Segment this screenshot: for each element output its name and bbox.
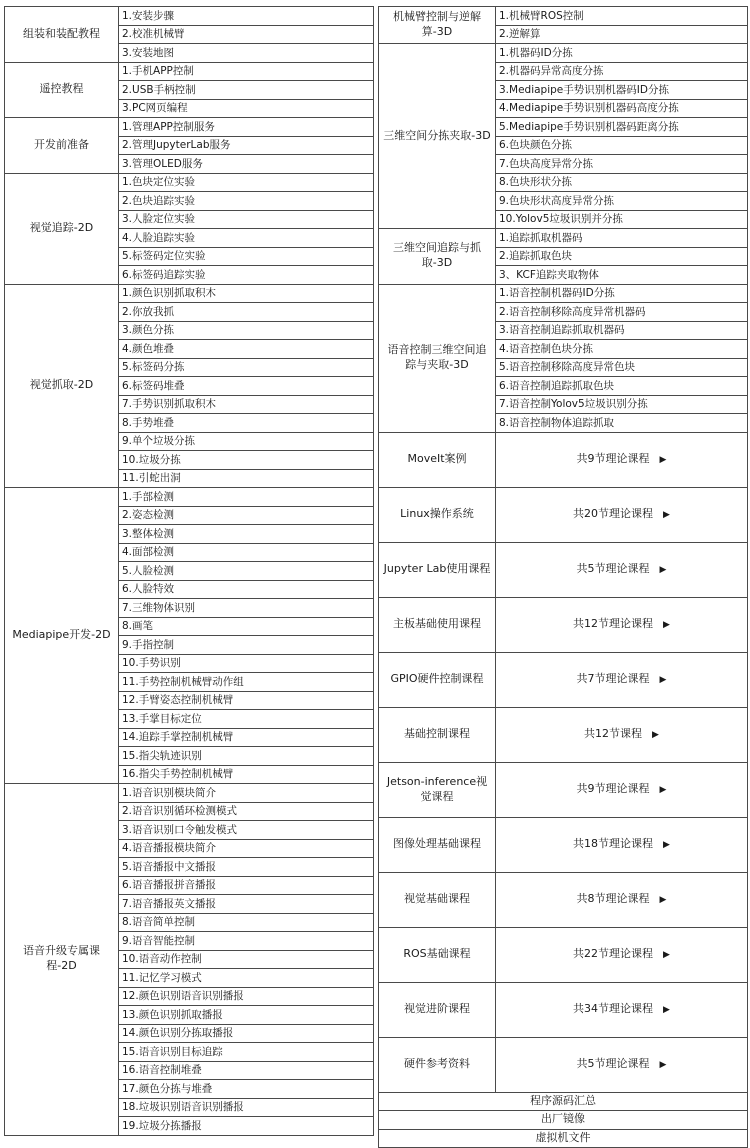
course-count: 共9节理论课程 (576, 452, 650, 466)
lesson-item: 3.人脸定位实验 (119, 210, 374, 229)
lesson-item: 11.记忆学习模式 (119, 969, 374, 988)
course-row (379, 707, 748, 762)
table-row (5, 7, 374, 26)
lesson-item: 1.管理APP控制服务 (119, 118, 374, 137)
course-count: 共12节理论课程 (573, 617, 654, 631)
lesson-item: 1.色块定位实验 (119, 173, 374, 192)
course-info[interactable] (496, 872, 748, 927)
section-title: 机械臂控制与逆解算-3D (379, 7, 496, 44)
course-row (379, 542, 748, 597)
resource-label[interactable]: 程序源码汇总 (379, 1092, 748, 1111)
course-title: 主板基础使用课程 (379, 597, 496, 652)
lesson-item: 1.追踪抓取机器码 (496, 229, 748, 248)
lesson-item: 5.标签码定位实验 (119, 247, 374, 266)
play-arrow-icon: ▶ (652, 730, 659, 741)
course-row (379, 652, 748, 707)
lesson-item: 1.机器码ID分拣 (496, 44, 748, 63)
table-row (379, 229, 748, 248)
course-count: 共34节理论课程 (573, 1002, 654, 1016)
course-info[interactable] (496, 487, 748, 542)
table-row (5, 284, 374, 303)
course-title: 基础控制课程 (379, 707, 496, 762)
lesson-item: 3.整体检测 (119, 525, 374, 544)
lesson-item: 10.Yolov5垃圾识别并分拣 (496, 210, 748, 229)
course-info[interactable] (496, 652, 748, 707)
course-title: 硬件参考资料 (379, 1037, 496, 1092)
play-arrow-icon: ▶ (659, 895, 667, 906)
course-count: 共12节课程 (584, 727, 643, 741)
lesson-item: 17.颜色分拣与堆叠 (119, 1080, 374, 1099)
course-info[interactable] (496, 597, 748, 652)
table-row (5, 62, 374, 81)
lesson-item: 10.语音动作控制 (119, 950, 374, 969)
lesson-item: 1.语音识别模块简介 (119, 784, 374, 803)
lesson-item: 15.指尖轨迹识别 (119, 747, 374, 766)
course-info[interactable] (496, 982, 748, 1037)
lesson-item: 4.颜色堆叠 (119, 340, 374, 359)
lesson-item: 2.语音识别循环检测模式 (119, 802, 374, 821)
lesson-item: 8.手势堆叠 (119, 414, 374, 433)
lesson-item: 1.语音控制机器码ID分拣 (496, 284, 748, 303)
lesson-item: 6.标签码追踪实验 (119, 266, 374, 285)
lesson-item: 2.管理JupyterLab服务 (119, 136, 374, 155)
play-arrow-icon: ▶ (663, 840, 670, 851)
lesson-item: 14.追踪手掌控制机械臂 (119, 728, 374, 747)
course-title: MoveIt案例 (379, 432, 496, 487)
lesson-item: 4.Mediapipe手势识别机器码高度分拣 (496, 99, 748, 118)
resource-row (379, 1092, 748, 1111)
course-info[interactable] (496, 542, 748, 597)
lesson-item: 9.手指控制 (119, 636, 374, 655)
course-info[interactable] (496, 707, 748, 762)
lesson-item: 6.标签码堆叠 (119, 377, 374, 396)
table-row (5, 488, 374, 507)
lesson-item: 2.机器码异常高度分拣 (496, 62, 748, 81)
lesson-item: 6.色块颜色分拣 (496, 136, 748, 155)
section-title: 视觉追踪-2D (5, 173, 119, 284)
table-row (5, 118, 374, 137)
lesson-item: 11.手势控制机械臂动作组 (119, 673, 374, 692)
lesson-item: 11.引蛇出洞 (119, 469, 374, 488)
lesson-item: 7.语音控制Yolov5垃圾识别分拣 (496, 395, 748, 414)
lesson-item: 2.你放我抓 (119, 303, 374, 322)
play-arrow-icon: ▶ (663, 510, 670, 521)
section-title: 遥控教程 (5, 62, 119, 118)
lesson-item: 4.人脸追踪实验 (119, 229, 374, 248)
right-syllabus-table (378, 6, 748, 1148)
lesson-item: 12.颜色识别语音识别播报 (119, 987, 374, 1006)
course-info[interactable] (496, 1037, 748, 1092)
lesson-item: 3.安装地图 (119, 44, 374, 63)
course-count: 共5节理论课程 (576, 562, 650, 576)
play-arrow-icon: ▶ (659, 785, 667, 796)
lesson-item: 8.语音简单控制 (119, 913, 374, 932)
course-row (379, 817, 748, 872)
lesson-item: 13.手掌目标定位 (119, 710, 374, 729)
lesson-item: 5.语音控制移除高度异常色块 (496, 358, 748, 377)
course-info[interactable] (496, 432, 748, 487)
play-arrow-icon: ▶ (659, 675, 667, 686)
lesson-item: 14.颜色识别分拣取播报 (119, 1024, 374, 1043)
course-count: 共8节理论课程 (576, 892, 650, 906)
course-count: 共5节理论课程 (576, 1057, 650, 1071)
lesson-item: 2.追踪抓取色块 (496, 247, 748, 266)
lesson-item: 3.管理OLED服务 (119, 155, 374, 174)
course-count: 共20节理论课程 (573, 507, 654, 521)
course-row (379, 597, 748, 652)
course-row (379, 762, 748, 817)
lesson-item: 6.语音控制追踪抓取色块 (496, 377, 748, 396)
lesson-item: 3.语音识别口令触发模式 (119, 821, 374, 840)
table-row (379, 7, 748, 26)
course-info[interactable] (496, 762, 748, 817)
lesson-item: 15.语音识别目标追踪 (119, 1043, 374, 1062)
lesson-item: 8.色块形状分拣 (496, 173, 748, 192)
lesson-item: 6.人脸特效 (119, 580, 374, 599)
section-title: 语音控制三维空间追踪与夹取-3D (379, 284, 496, 432)
lesson-item: 7.三维物体识别 (119, 599, 374, 618)
course-row (379, 1037, 748, 1092)
lesson-item: 3、KCF追踪夹取物体 (496, 266, 748, 285)
course-count: 共9节理论课程 (576, 782, 650, 796)
course-title: GPIO硬件控制课程 (379, 652, 496, 707)
lesson-item: 16.指尖手势控制机械臂 (119, 765, 374, 784)
table-row (379, 44, 748, 63)
lesson-item: 4.面部检测 (119, 543, 374, 562)
lesson-item: 7.色块高度异常分拣 (496, 155, 748, 174)
lesson-item: 8.语音控制物体追踪抓取 (496, 414, 748, 433)
lesson-item: 8.画笔 (119, 617, 374, 636)
lesson-item: 13.颜色识别抓取播报 (119, 1006, 374, 1025)
lesson-item: 1.手部检测 (119, 488, 374, 507)
course-title: 图像处理基础课程 (379, 817, 496, 872)
lesson-item: 2.USB手柄控制 (119, 81, 374, 100)
section-title: Mediapipe开发-2D (5, 488, 119, 784)
lesson-item: 4.语音控制色块分拣 (496, 340, 748, 359)
course-row (379, 487, 748, 542)
lesson-item: 10.垃圾分拣 (119, 451, 374, 470)
course-title: ROS基础课程 (379, 927, 496, 982)
resource-row (379, 1129, 748, 1148)
lesson-item: 7.语音播报英文播报 (119, 895, 374, 914)
play-arrow-icon: ▶ (663, 620, 670, 631)
table-row (379, 284, 748, 303)
lesson-item: 4.语音播报模块简介 (119, 839, 374, 858)
course-count: 共18节理论课程 (573, 837, 654, 851)
play-arrow-icon: ▶ (659, 1060, 667, 1071)
table-row (5, 173, 374, 192)
lesson-item: 10.手势识别 (119, 654, 374, 673)
course-title: Linux操作系统 (379, 487, 496, 542)
course-title: Jupyter Lab使用课程 (379, 542, 496, 597)
lesson-item: 7.手势识别抓取积木 (119, 395, 374, 414)
course-info[interactable] (496, 927, 748, 982)
section-title: 开发前准备 (5, 118, 119, 174)
resource-row (379, 1111, 748, 1130)
section-title: 组装和装配教程 (5, 7, 119, 63)
lesson-item: 19.垃圾分拣播报 (119, 1117, 374, 1136)
play-arrow-icon: ▶ (659, 455, 667, 466)
lesson-item: 3.语音控制追踪抓取机器码 (496, 321, 748, 340)
lesson-item: 3.Mediapipe手势识别机器码ID分拣 (496, 81, 748, 100)
lesson-item: 5.人脸检测 (119, 562, 374, 581)
play-arrow-icon: ▶ (663, 950, 670, 961)
lesson-item: 1.机械臂ROS控制 (496, 7, 748, 26)
lesson-item: 2.逆解算 (496, 25, 748, 44)
lesson-item: 1.颜色识别抓取积木 (119, 284, 374, 303)
course-title: 视觉基础课程 (379, 872, 496, 927)
section-title: 三维空间分拣夹取-3D (379, 44, 496, 229)
table-row (5, 784, 374, 803)
lesson-item: 9.单个垃圾分拣 (119, 432, 374, 451)
course-row (379, 872, 748, 927)
lesson-item: 6.语音播报拼音播报 (119, 876, 374, 895)
course-count: 共7节理论课程 (576, 672, 650, 686)
left-syllabus-table (4, 6, 374, 1136)
lesson-item: 12.手臂姿态控制机械臂 (119, 691, 374, 710)
lesson-item: 2.色块追踪实验 (119, 192, 374, 211)
lesson-item: 9.语音智能控制 (119, 932, 374, 951)
lesson-item: 3.颜色分拣 (119, 321, 374, 340)
lesson-item: 2.语音控制移除高度异常机器码 (496, 303, 748, 322)
lesson-item: 5.Mediapipe手势识别机器码距离分拣 (496, 118, 748, 137)
lesson-item: 18.垃圾识别语音识别播报 (119, 1098, 374, 1117)
section-title: 语音升级专属课程-2D (5, 784, 119, 1136)
resource-label[interactable]: 虚拟机文件 (379, 1129, 748, 1148)
lesson-item: 3.PC网页编程 (119, 99, 374, 118)
lesson-item: 1.安装步骤 (119, 7, 374, 26)
course-title: 视觉进阶课程 (379, 982, 496, 1037)
lesson-item: 5.标签码分拣 (119, 358, 374, 377)
course-count: 共22节理论课程 (573, 947, 654, 961)
course-row (379, 432, 748, 487)
play-arrow-icon: ▶ (663, 1005, 670, 1016)
lesson-item: 9.色块形状高度异常分拣 (496, 192, 748, 211)
lesson-item: 16.语音控制堆叠 (119, 1061, 374, 1080)
lesson-item: 5.语音播报中文播报 (119, 858, 374, 877)
lesson-item: 1.手机APP控制 (119, 62, 374, 81)
course-info[interactable] (496, 817, 748, 872)
course-row (379, 982, 748, 1037)
course-title: Jetson-inference视觉课程 (379, 762, 496, 817)
section-title: 三维空间追踪与抓取-3D (379, 229, 496, 285)
play-arrow-icon: ▶ (659, 565, 667, 576)
lesson-item: 2.校准机械臂 (119, 25, 374, 44)
lesson-item: 2.姿态检测 (119, 506, 374, 525)
section-title: 视觉抓取-2D (5, 284, 119, 488)
course-row (379, 927, 748, 982)
resource-label[interactable]: 出厂镜像 (379, 1111, 748, 1130)
